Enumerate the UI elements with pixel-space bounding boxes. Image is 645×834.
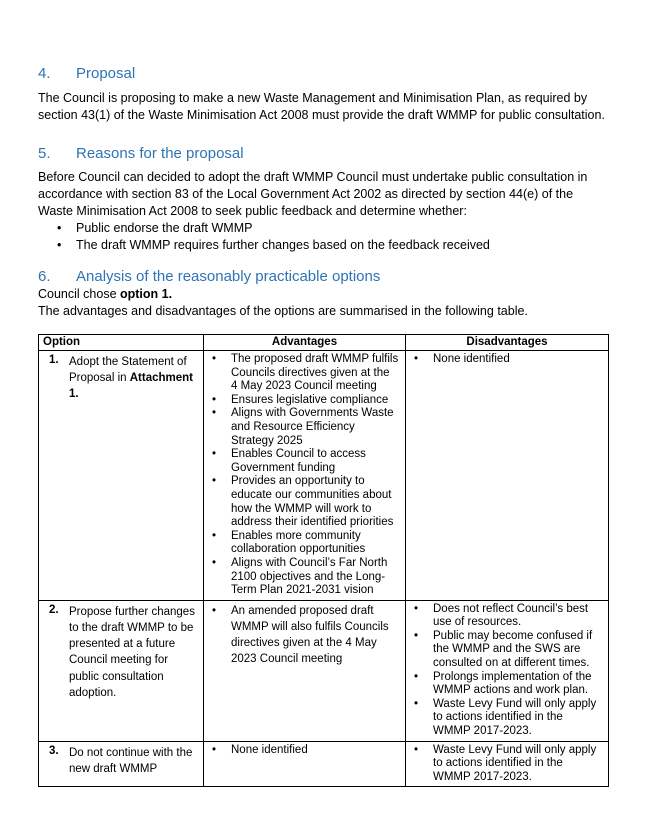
options-table — [38, 334, 609, 787]
list-item: • An amended proposed draft WMMP will also fulfils Councils directives given at the 4 May 2023 Council meeting — [204, 603, 399, 668]
advantages-list — [204, 601, 405, 670]
table-row — [39, 600, 609, 741]
disadvantages-list — [406, 601, 608, 741]
section-title: Reasons for the proposal — [76, 145, 244, 162]
heading-analysis — [38, 268, 380, 285]
proposal-body: The Council is proposing to make a new Waste Management and Minimisation Plan, as required by section 43(1) of the Waste Minimisation Act 2008 must provide the draft WMMP for public consultation. — [38, 91, 605, 122]
disadvantages-list — [406, 351, 608, 369]
option-text: Propose further changes to the draft WMMP to be presented at a future Council meeting for public consultation adoption. — [69, 605, 195, 699]
disadvantages-cell — [406, 741, 609, 787]
heading-reasons — [38, 145, 244, 162]
list-item: • Enables more community collaboration opportunities — [204, 530, 399, 557]
list-item: • Prolongs implementation of the WMMP actions and work plan. — [406, 671, 602, 698]
option-number: 3. — [49, 744, 59, 757]
disadvantages-cell — [406, 600, 609, 741]
list-item: • Ensures legislative compliance — [204, 394, 399, 408]
option-number: 2. — [49, 603, 59, 616]
list-item: • The draft WMMP requires further changes based on the feedback received — [38, 237, 608, 254]
analysis-body: The advantages and disadvantages of the options are summarised in the following table. — [38, 304, 528, 318]
list-item: • The proposed draft WMMP fulfils Councils directives given at the 4 May 2023 Council meeting — [204, 353, 399, 394]
option-text: Do not continue with the new draft WMMP — [69, 746, 193, 775]
table-row — [39, 741, 609, 787]
advantages-cell — [204, 351, 406, 601]
list-item: • Provides an opportunity to educate our communities about how the WMMP will work to address their identified priorities — [204, 475, 399, 529]
option-cell — [39, 600, 204, 741]
table-row — [39, 351, 609, 601]
council-chose-text: Council chose option 1. — [38, 287, 173, 301]
list-item: • None identified — [406, 353, 602, 367]
option-number: 1. — [49, 354, 59, 366]
list-item: • None identified — [204, 744, 399, 758]
section-title: Analysis of the reasonably practicable options — [76, 268, 381, 285]
list-item: • Public endorse the draft WMMP — [38, 220, 608, 237]
reasons-bullet-list — [38, 220, 608, 254]
list-item: • Waste Levy Fund will only apply to actions identified in the WMMP 2017-2023. — [406, 698, 602, 739]
section-number: 5. — [38, 145, 51, 162]
header-disadvantages: Disadvantages — [406, 335, 609, 351]
option-text: Adopt the Statement of Proposal in Attachment 1. — [69, 356, 193, 401]
table-header-row — [39, 335, 609, 351]
heading-proposal — [38, 65, 135, 82]
section-number: 4. — [38, 65, 51, 82]
advantages-list — [204, 351, 405, 600]
list-item: • Does not reflect Council’s best use of resources. — [406, 603, 602, 630]
header-option: Option — [39, 335, 204, 351]
option-cell — [39, 351, 204, 601]
reasons-body: Before Council can decided to adopt the draft WMMP Council must undertake public consultation in accordance with section 83 of the Local Government Act 2002 as directed by section 44(e) of the Waste Minimisation Act 2008 to seek public feedback and determine whether: — [38, 170, 588, 218]
advantages-cell — [204, 600, 406, 741]
list-item: • Enables Council to access Government funding — [204, 448, 399, 475]
section-title: Proposal — [76, 65, 136, 82]
option-cell — [39, 741, 204, 787]
advantages-cell — [204, 741, 406, 787]
list-item: • Public may become confused if the WMMP and the SWS are consulted on at different times. — [406, 630, 602, 671]
header-advantages: Advantages — [204, 335, 406, 351]
chosen-option: option 1. — [120, 287, 173, 301]
list-item: • Aligns with Council’s Far North 2100 objectives and the Long-Term Plan 2021-2031 vision — [204, 557, 399, 598]
list-item: • Aligns with Governments Waste and Resource Efficiency Strategy 2025 — [204, 407, 399, 448]
disadvantages-list — [406, 742, 608, 787]
list-item: • Waste Levy Fund will only apply to actions identified in the WMMP 2017-2023. — [406, 744, 602, 785]
disadvantages-cell — [406, 351, 609, 601]
section-number: 6. — [38, 268, 51, 285]
advantages-list — [204, 742, 405, 760]
